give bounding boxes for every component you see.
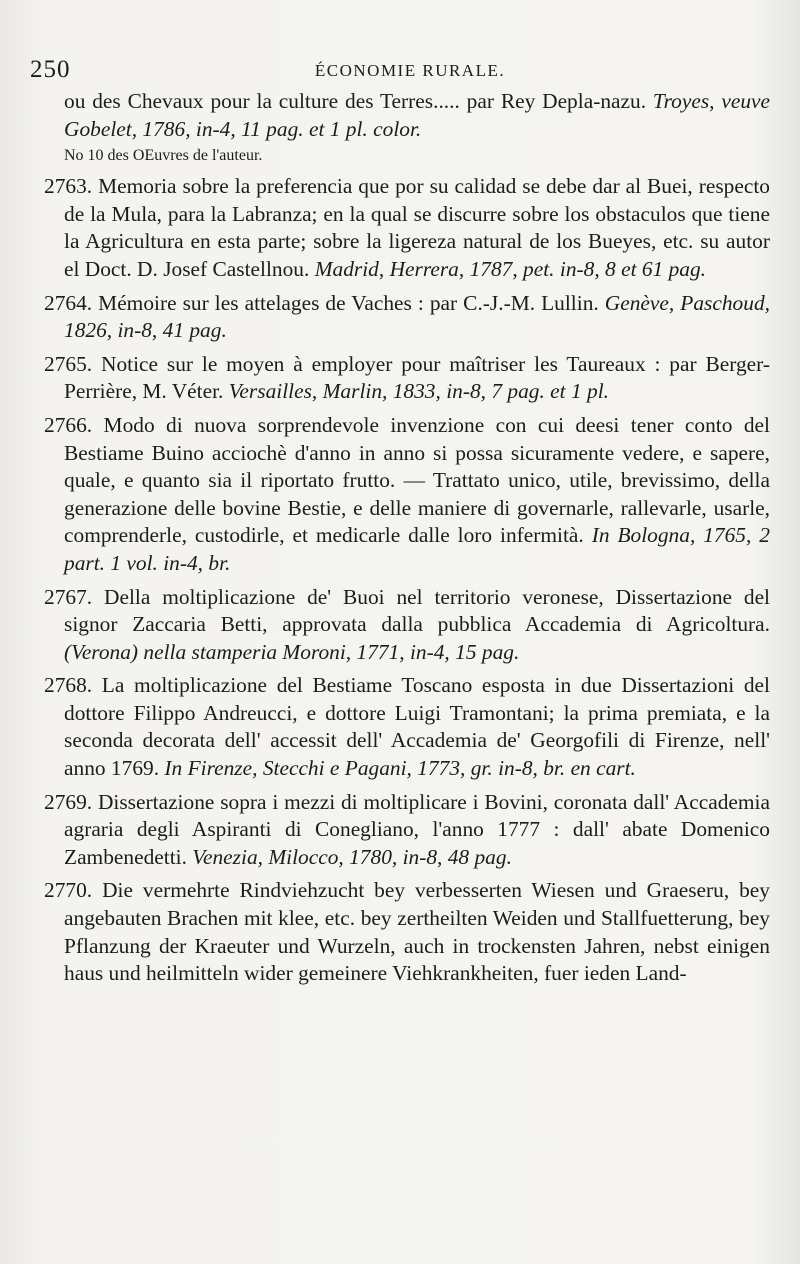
entry-text: La moltiplicazione del Bestiame Toscano esposta in due Dissertazioni del dottore Filippo Andreucci, e dottore Luigi Tramontani; la prima premiata, e la seconda decorata dell' accessit dell' Accademia de' Georgofili di Firenze, nell' anno 1769. bbox=[64, 673, 770, 781]
entry-imprint: In Firenze, Stecchi e Pagani, 1773, gr. in-8, br. en cart. bbox=[164, 756, 636, 781]
entry-imprint: In Bologna, 1765, 2 part. 1 vol. in-4, br. bbox=[64, 523, 770, 575]
entry-2770 bbox=[30, 877, 770, 987]
entry-text: Die vermehrte Rindviehzucht bey verbesserten Wiesen und Graeseru, bey angebauten Brachen mit klee, etc. bey zertheilten Weiden und Stallfuetterung, bey Pflanzung der Kraeuter und Wurzeln, auch in trockensten Jahren, nebst einigen haus und heilmitteln wider gemeinere Viehkrankheiten, fuer ieden Land- bbox=[64, 878, 770, 986]
entry-number: 2770. bbox=[44, 878, 93, 903]
entry-imprint: Versailles, Marlin, 1833, in-8, 7 pag. et 1 pl. bbox=[228, 379, 609, 404]
entry-number: 2764. bbox=[44, 290, 93, 315]
running-head: ÉCONOMIE RURALE. bbox=[314, 61, 506, 80]
entry-text: Della moltiplicazione de' Buoi nel territorio veronese, Dissertazione del signor Zaccaria Betti, approvata dalla pubblica Accademia di Agricoltura. bbox=[64, 584, 771, 637]
entry-imprint: Troyes, veuve Gobelet, 1786, in-4, 11 pag. et 1 pl. color. bbox=[64, 89, 771, 141]
entry-imprint: Genève, Paschoud, 1826, in-8, 41 pag. bbox=[64, 290, 770, 343]
entry-2768 bbox=[30, 672, 770, 782]
entry-note: No 10 des OEuvres de l'auteur. bbox=[64, 147, 263, 165]
entry-text: Dissertazione sopra i mezzi di moltiplicare i Bovini, coronata dall' Accademia agraria degli Aspiranti di Conegliano, l'anno 1777 : dall' abate Domenico Zambenedetti. bbox=[64, 789, 770, 869]
entry-2764 bbox=[30, 290, 770, 345]
entry-2763 bbox=[30, 173, 770, 283]
entry-number: 2767. bbox=[44, 584, 93, 609]
entry-text: ou des Chevaux pour la culture des Terres..... par Rey Depla-nazu. bbox=[64, 89, 653, 113]
entry-text: Mémoire sur les attelages de Vaches : par C.-J.-M. Lullin. bbox=[98, 290, 605, 315]
entry-2765 bbox=[30, 351, 770, 406]
bibliography-entries bbox=[30, 88, 770, 994]
entry-number: 2765. bbox=[44, 351, 93, 376]
entry-text: Notice sur le moyen à employer pour maîtriser les Taureaux : par Berger-Perrière, M. Véter. bbox=[64, 351, 770, 404]
entry-2769 bbox=[30, 789, 770, 872]
entry-2766 bbox=[30, 412, 770, 578]
entry-text: Modo di nuova sorprendevole invenzione con cui deesi tener conto del Bestiame Buino acciochè d'anno in anno si possa sicuramente vedere, e sapere, quale, e quanto sia il riportato frutto. — Trattato unico, utile, brevissimo, della generazione delle bovine Bestie, e delle maniere di governarle, rallevarle, usarle, comprenderle, custodirle, et medicarle dalle loro infermità. bbox=[64, 412, 770, 548]
entry-imprint: Madrid, Herrera, 1787, pet. in-8, 8 et 61 pag. bbox=[314, 256, 707, 281]
page-number: 250 bbox=[30, 56, 71, 83]
page-header bbox=[30, 56, 770, 86]
entry-text: Memoria sobre la preferencia que por su calidad se debe dar al Buei, respecto de la Mula, para la Labranza; en la qual se discurre sobre los obstaculos que tiene la Agricultura en esta parte; sobre la ligereza natural de los Bueyes, etc. su autor el Doct. D. Josef Castellnou. bbox=[64, 174, 770, 281]
entry-number: 2768. bbox=[44, 673, 93, 698]
entry-continuation bbox=[30, 88, 770, 143]
entry-number: 2763. bbox=[44, 174, 93, 199]
entry-imprint: Venezia, Milocco, 1780, in-8, 48 pag. bbox=[192, 844, 512, 869]
entry-number: 2766. bbox=[44, 412, 93, 437]
entry-imprint: (Verona) nella stamperia Moroni, 1771, in-4, 15 pag. bbox=[64, 639, 520, 664]
entry-2767 bbox=[30, 584, 770, 667]
entry-number: 2769. bbox=[44, 789, 93, 814]
